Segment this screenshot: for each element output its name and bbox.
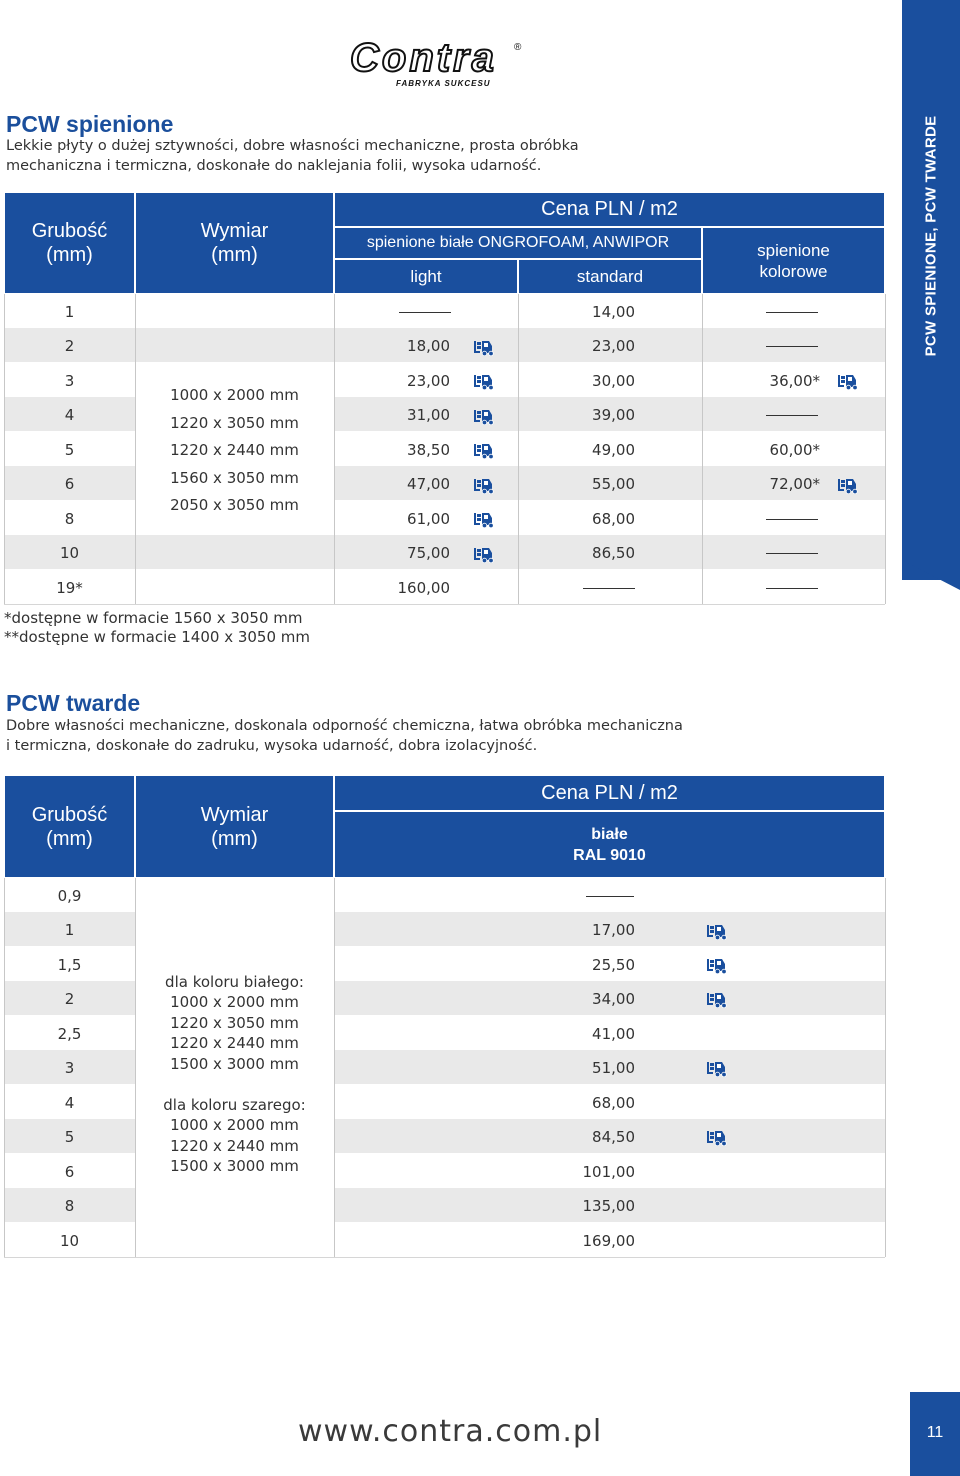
cell-grubosc: 0,9 — [57, 887, 82, 905]
header-grubosc-unit: (mm) — [46, 244, 93, 266]
cell-price: 34,00 — [592, 990, 635, 1008]
cell-kolorowe: 60,00* — [769, 441, 820, 459]
cell-grubosc: 8 — [64, 510, 75, 528]
cell-wymiar: 1220 x 2440 mm — [170, 441, 299, 459]
cell-kolorowe: 36,00* — [769, 372, 820, 390]
header-price: Cena PLN / m2 — [334, 775, 885, 811]
header-kolorowe-line1: spienione — [757, 240, 830, 260]
section2-desc-line2: i termiczna, doskonałe do zadruku, wysoka udarność, dobra izolacyjność. — [6, 738, 538, 754]
header-biale — [334, 811, 885, 878]
header-standard: standard — [518, 259, 702, 294]
cell-grubosc: 1 — [64, 921, 75, 939]
cell-standard: 49,00 — [592, 441, 635, 459]
registered-mark: ® — [514, 42, 522, 53]
cell-standard: 68,00 — [592, 510, 635, 528]
cell-grubosc: 5 — [64, 441, 75, 459]
cell-standard: 14,00 — [592, 303, 635, 321]
cell-grubosc: 3 — [64, 1059, 75, 1077]
cell-standard: 30,00 — [592, 372, 635, 390]
header-price: Cena PLN / m2 — [334, 192, 885, 227]
cell-grubosc: 2 — [64, 990, 75, 1008]
cell-price: 84,50 — [592, 1128, 635, 1146]
cell-grubosc: 2 — [64, 337, 75, 355]
cell-kolorowe: 72,00* — [769, 475, 820, 493]
cell-grubosc: 8 — [64, 1197, 75, 1215]
section1-desc-line2: mechaniczna i termiczna, doskonałe do naklejania folii, wysoka udarność. — [6, 158, 542, 174]
cell-price: 101,00 — [582, 1163, 635, 1181]
cell-price: 25,50 — [592, 956, 635, 974]
footnote-1: *dostępne w formacie 1560 x 3050 mm — [4, 609, 303, 627]
forklift-icon — [707, 1059, 729, 1077]
cell-standard: 55,00 — [592, 475, 635, 493]
header-wymiar-label: Wymiar — [200, 803, 269, 826]
cell-light: 47,00 — [407, 475, 450, 493]
cell-wymiar: 1500 x 3000 mm — [170, 1157, 299, 1175]
section1-title: PCW spienione — [6, 111, 174, 137]
cell-wymiar: 1220 x 2440 mm — [170, 1034, 299, 1052]
forklift-icon — [707, 922, 729, 940]
section2-desc-line1: Dobre własności mechaniczne, doskonala odporność chemiczna, łatwa obróbka mechaniczna — [6, 718, 683, 734]
footnote-2: **dostępne w formacie 1400 x 3050 mm — [4, 628, 311, 646]
header-grubosc-unit: (mm) — [46, 827, 93, 850]
cell-light: 31,00 — [407, 406, 450, 424]
cell-price: 41,00 — [592, 1025, 635, 1043]
section2-title: PCW twarde — [6, 690, 141, 716]
cell-light: 75,00 — [407, 544, 450, 562]
cell-grubosc: 5 — [64, 1128, 75, 1146]
cell-price: 17,00 — [592, 921, 635, 939]
cell-grubosc: 10 — [59, 1232, 80, 1250]
dim-grey-label: dla koloru szarego: — [163, 1096, 306, 1114]
forklift-icon — [707, 990, 729, 1008]
header-ral: RAL 9010 — [573, 846, 646, 864]
cell-light: 18,00 — [407, 337, 450, 355]
grid-line — [4, 1257, 885, 1258]
cell-light: 61,00 — [407, 510, 450, 528]
cell-wymiar: 2050 x 3050 mm — [170, 496, 299, 514]
header-spienione-biale: spienione białe ONGROFOAM, ANWIPOR — [334, 227, 702, 259]
header-wymiar-label: Wymiar — [200, 220, 269, 242]
cell-price: 135,00 — [582, 1197, 635, 1215]
header-kolorowe-line2: kolorowe — [759, 261, 828, 281]
cell-grubosc: 4 — [64, 1094, 75, 1112]
header-light: light — [334, 259, 518, 294]
cell-light: 23,00 — [407, 372, 450, 390]
side-tab-label: PCW SPIENIONE, PCW TWARDE — [922, 115, 940, 357]
header-biale-label: białe — [591, 825, 628, 843]
cell-grubosc: 19* — [56, 579, 83, 597]
footer-url[interactable]: www.contra.com.pl — [298, 1414, 603, 1449]
cell-grubosc: 3 — [64, 372, 75, 390]
cell-price: 51,00 — [592, 1059, 635, 1077]
cell-light: 38,50 — [407, 441, 450, 459]
cell-price: 169,00 — [582, 1232, 635, 1250]
page-number: 11 — [926, 1424, 944, 1441]
cell-light: 160,00 — [397, 579, 450, 597]
cell-wymiar: 1560 x 3050 mm — [170, 469, 299, 487]
cell-grubosc: 10 — [59, 544, 80, 562]
cell-price: 68,00 — [592, 1094, 635, 1112]
header-wymiar-unit: (mm) — [211, 827, 258, 850]
no-value-dash — [586, 896, 634, 897]
header-grubosc-label: Grubość — [31, 220, 108, 242]
cell-wymiar: 1500 x 3000 mm — [170, 1055, 299, 1073]
cell-grubosc: 4 — [64, 406, 75, 424]
forklift-icon — [707, 956, 729, 974]
cell-grubosc: 1 — [64, 303, 75, 321]
cell-grubosc: 6 — [64, 1163, 75, 1181]
grid-line — [885, 878, 886, 1257]
cell-wymiar: 1220 x 3050 mm — [170, 414, 299, 432]
header-grubosc — [4, 775, 135, 878]
cell-standard: 39,00 — [592, 406, 635, 424]
header-grubosc-label: Grubość — [31, 803, 108, 826]
header-wymiar-unit: (mm) — [211, 244, 258, 266]
cell-grubosc: 1,5 — [57, 956, 82, 974]
dim-white-label: dla koloru białego: — [165, 973, 304, 991]
cell-grubosc: 2,5 — [57, 1025, 82, 1043]
side-tab-cut — [902, 560, 960, 590]
header-wymiar — [135, 775, 334, 878]
cell-wymiar: 1000 x 2000 mm — [170, 386, 299, 404]
cell-wymiar: 1220 x 3050 mm — [170, 1014, 299, 1032]
cell-standard: 86,50 — [592, 544, 635, 562]
forklift-icon — [707, 1128, 729, 1146]
cell-standard: 23,00 — [592, 337, 635, 355]
cell-wymiar: 1220 x 2440 mm — [170, 1137, 299, 1155]
logo-wordmark: Contra — [350, 36, 497, 80]
cell-grubosc: 6 — [64, 475, 75, 493]
cell-wymiar: 1000 x 2000 mm — [170, 993, 299, 1011]
cell-wymiar: 1000 x 2000 mm — [170, 1116, 299, 1134]
logo-tagline: FABRYKA SUKCESU — [396, 79, 491, 88]
section1-desc-line1: Lekkie płyty o dużej sztywności, dobre własności mechaniczne, prosta obróbka — [6, 138, 579, 154]
